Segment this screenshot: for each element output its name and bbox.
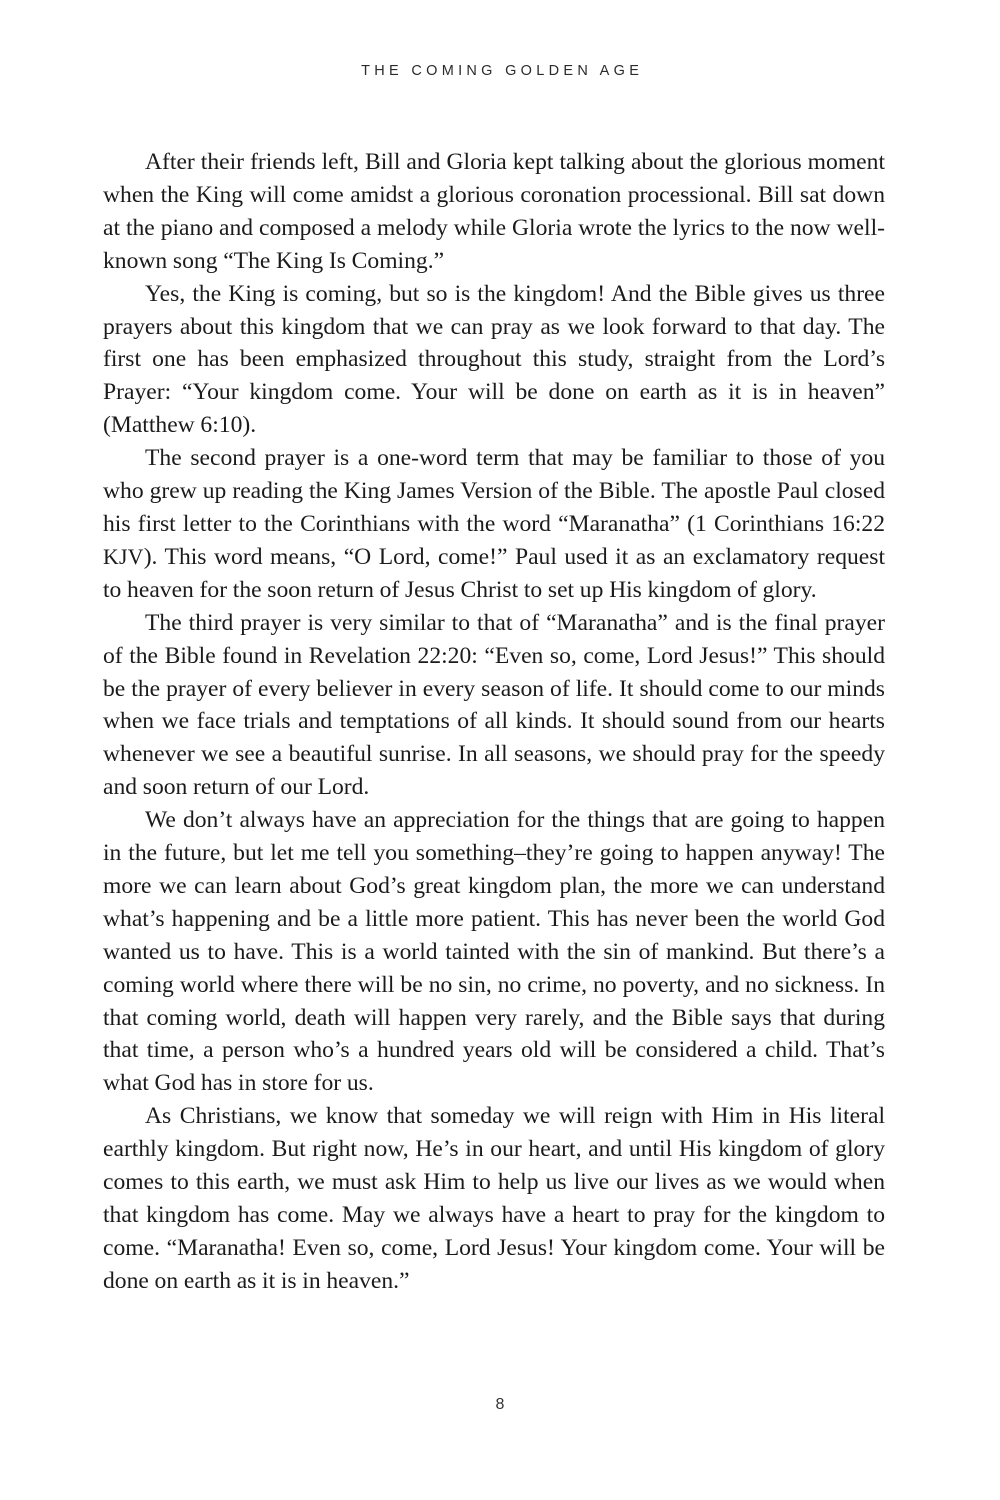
body-paragraph: We don’t always have an appreciation for the things that are going to happen in the future, but let me tell you something–they’re going to happen anyway! The more we can learn about God’s great kingdom plan, the more we can understand what’s happening and be a little more patient. This has never been the world God wanted us to have. This is a world tainted with the sin of mankind. But there’s a coming world where there will be no sin, no crime, no poverty, and no sickness. In that coming world, death will happen very rarely, and the Bible says that during that time, a person who’s a hundred years old will be considered a child. That’s what God has in store for us.: [103, 807, 885, 1097]
page-number: 8: [495, 1396, 505, 1413]
body-paragraph: [103, 442, 885, 607]
running-header: THE COMING GOLDEN AGE: [361, 63, 644, 79]
scripture-version-abbreviation: KJV: [103, 544, 144, 569]
body-paragraph: After their friends left, Bill and Gloria kept talking about the glorious moment when the King will come amidst a glorious coronation processional. Bill sat down at the piano and composed a melody while Gloria wrote the lyrics to the now well-known song “The King Is Coming.”: [103, 149, 885, 274]
body-text-column: [103, 146, 885, 1298]
body-paragraph: Yes, the King is coming, but so is the kingdom! And the Bible gives us three prayers about this kingdom that we can pray as we look forward to that day. The first one has been emphasized throughout this study, straight from the Lord’s Prayer: “Your kingdom come. Your will be done on earth as it is in heaven” (Matthew 6:10).: [103, 280, 885, 439]
paragraph-segment: The second prayer is a one-word term that may be familiar to those of you who grew up reading the King James Version of the Bible. The apostle Paul closed his first letter to the Corinthians with the word “Maranatha” (1 Corinthians 16:22: [103, 445, 885, 537]
body-paragraph: The third prayer is very similar to that of “Maranatha” and is the final prayer of the Bible found in Revelation 22:20: “Even so, come, Lord Jesus!” This should be the prayer of every believer in every season of life. It should come to our minds when we face trials and temptations of all kinds. It should sound from our hearts whenever we see a beautiful sunrise. In all seasons, we should pray for the speedy and soon return of our Lord.: [103, 609, 885, 801]
paragraph-segment: ). This word means, “O Lord, come!” Paul used it as an exclamatory request to heaven for the soon return of Jesus Christ to set up His kingdom of glory.: [103, 543, 885, 603]
body-paragraph: As Christians, we know that someday we will reign with Him in His literal earthly kingdom. But right now, He’s in our heart, and until His kingdom of glory comes to this earth, we must ask Him to help us live our lives as we would when that kingdom has come. May we always have a heart to pray for the kingdom to come. “Maranatha! Even so, come, Lord Jesus! Your kingdom come. Your will be done on earth as it is in heaven.”: [103, 1103, 885, 1294]
